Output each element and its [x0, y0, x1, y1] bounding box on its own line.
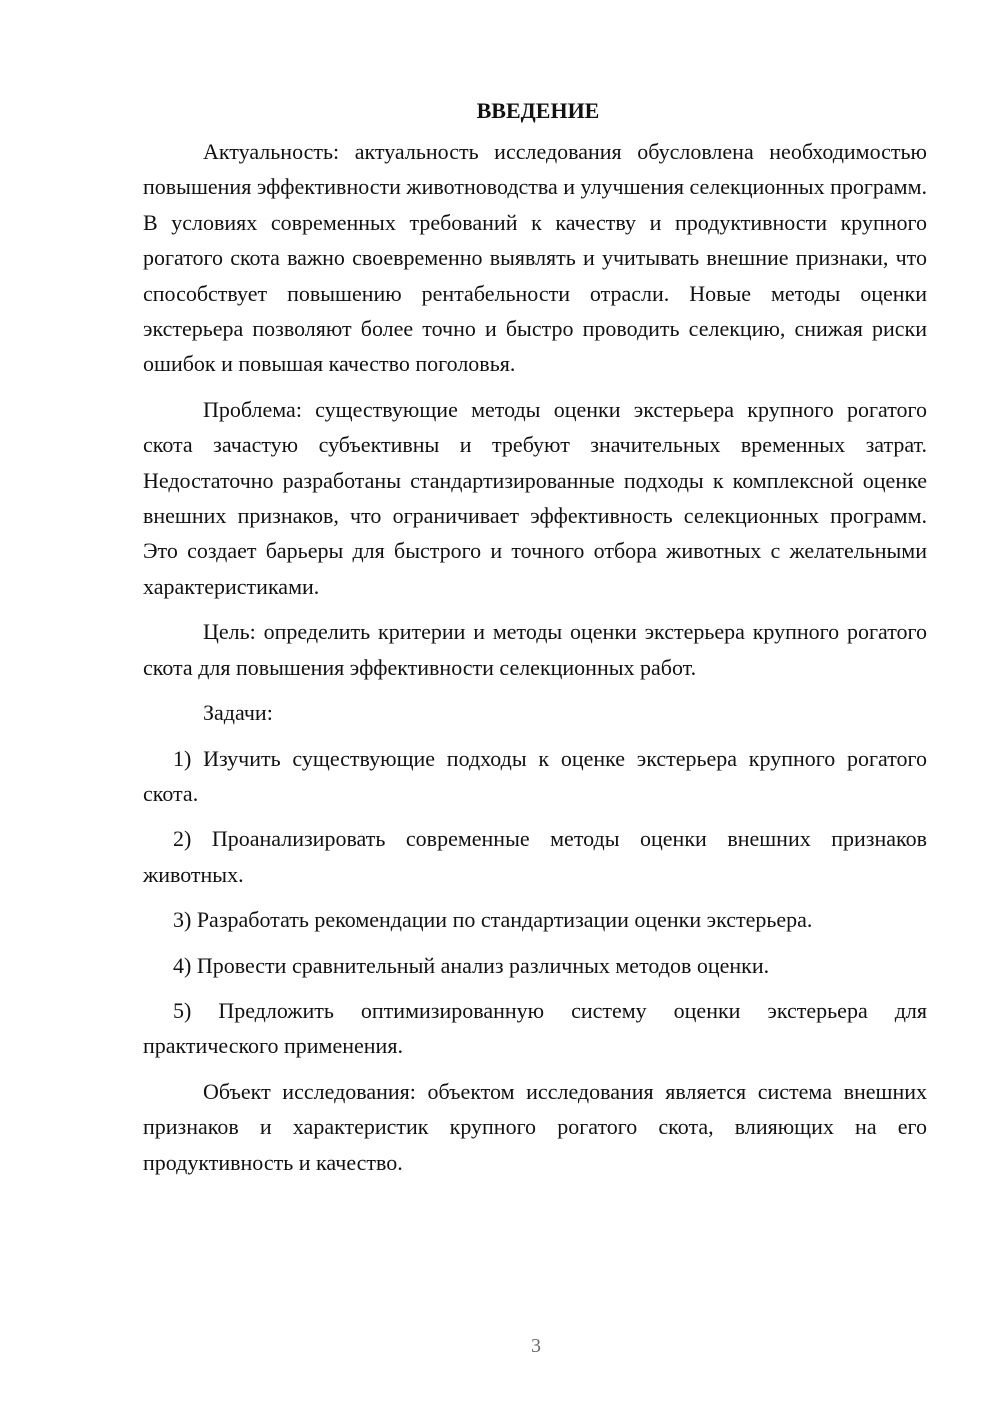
task-item-3: 3) Разработать рекомендации по стандартизации оценки экстерьера. — [173, 907, 813, 933]
task-item-2: 2) Проанализировать современные методы оценки внешних признаков животных. — [143, 826, 927, 887]
relevance-paragraph: Актуальность: актуальность исследования обусловлена необходимостью повышения эффективности животноводства и улучшения селекционных программ. В условиях современных требований к качеству и продуктивности крупного рогатого скота важно своевременно выявлять и учитывать внешние признаки, что способствует повышению рентабельности отрасли. Новые методы оценки экстерьера позволяют более точно и быстро проводить селекцию, снижая риски ошибок и повышая качество поголовья. — [143, 139, 927, 377]
tasks-heading: Задачи: — [203, 700, 273, 726]
goal-paragraph: Цель: определить критерии и методы оценки экстерьера крупного рогатого скота для повышения эффективности селекционных работ. — [143, 619, 927, 680]
section-title: ВВЕДЕНИЕ — [476, 98, 600, 123]
task-item-5: 5) Предложить оптимизированную систему оценки экстерьера для практического применения. — [143, 997, 927, 1059]
page-body — [143, 93, 927, 1190]
task-item-4: 4) Провести сравнительный анализ различных методов оценки. — [173, 952, 770, 978]
task-item-1: 1) Изучить существующие подходы к оценке экстерьера крупного рогатого скота. — [143, 745, 927, 806]
problem-paragraph: Проблема: существующие методы оценки экстерьера крупного рогатого скота зачастую субъективны и требуют значительных временных затрат. Недостаточно разработаны стандартизированные подходы к комплексной оценке внешних признаков, что ограничивает эффективность селекционных программ. Это создает барьеры для быстрого и точного отбора животных с желательными характеристиками. — [143, 396, 927, 599]
page-number: 3 — [531, 1335, 541, 1357]
object-paragraph: Объект исследования: объектом исследования является система внешних признаков и характеристик крупного рогатого скота, влияющих на его продуктивность и качество. — [143, 1078, 927, 1175]
